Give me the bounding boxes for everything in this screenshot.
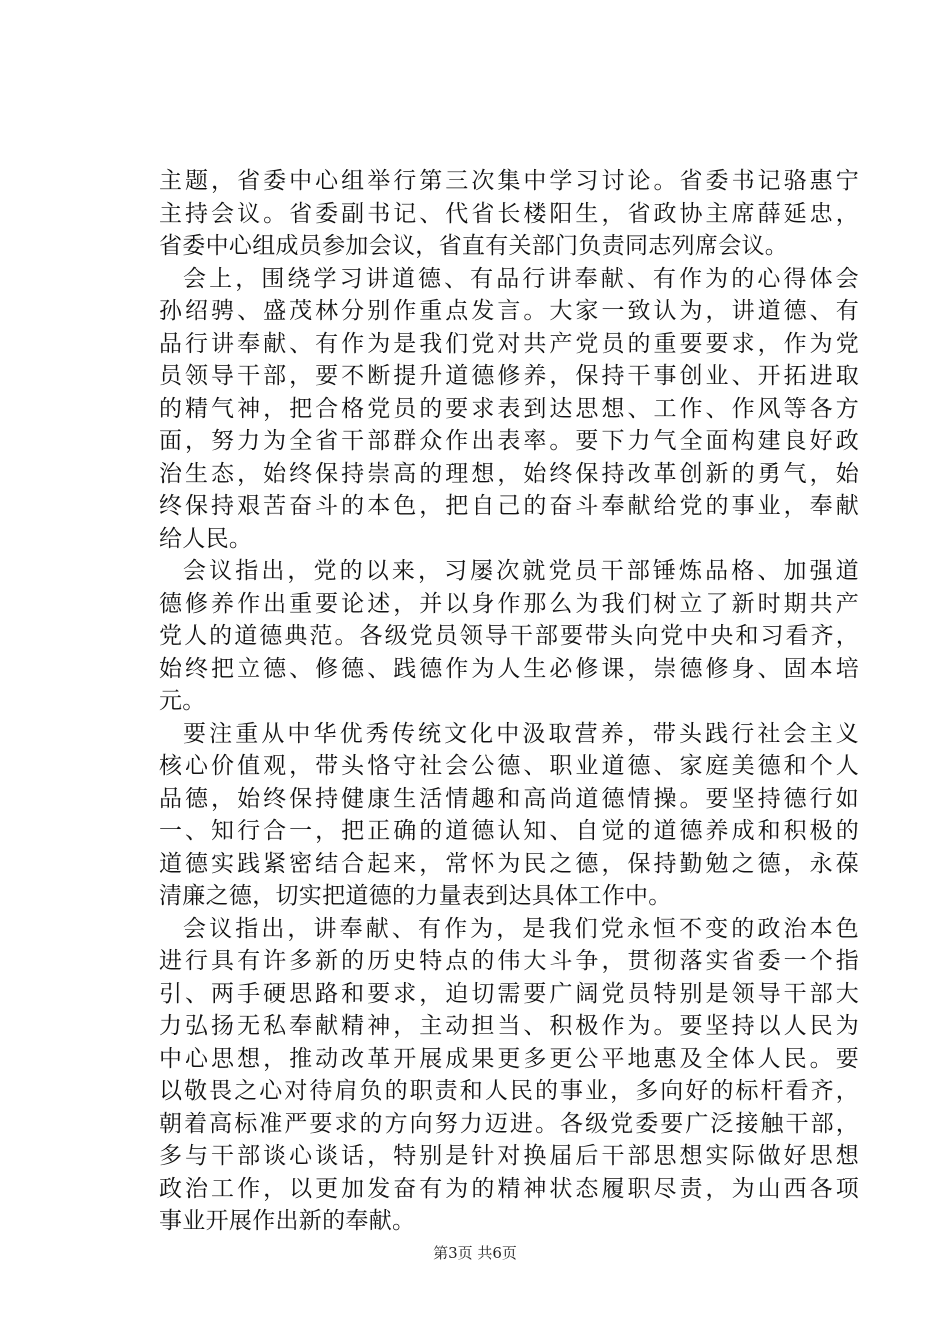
text-line: 主持会议。省委副书记、代省长楼阳生，省政协主席薛延忠， (159, 200, 859, 227)
text-line: 员领导干部，要不断提升道德修养，保持干事创业、开拓进取 (159, 363, 859, 389)
text-line: 会议指出，党的以来，习屡次就党员干部锤炼品格、加强道 (183, 558, 859, 584)
text-line: 事业开展作出新的奉献。 (159, 1208, 416, 1234)
text-line: 面，努力为全省干部群众作出表率。要下力气全面构建良好政 (159, 428, 859, 454)
text-line: 核心价值观，带头恪守社会公德、职业道德、家庭美德和个人 (159, 753, 859, 779)
text-line: 的精气神，把合格党员的要求表到达思想、工作、作风等各方 (159, 395, 859, 422)
text-line: 道德实践紧密结合起来，常怀为民之德，保持勤勉之德，永葆 (159, 850, 859, 877)
text-line: 给人民。 (159, 525, 253, 552)
text-line: 省委中心组成员参加会议，省直有关部门负责同志列席会议。 (159, 233, 789, 259)
text-line: 党人的道德典范。各级党员领导干部要带头向党中央和习看齐， (159, 623, 859, 649)
text-line: 要注重从中华优秀传统文化中汲取营养，带头践行社会主义 (183, 720, 859, 747)
text-line: 品德，始终保持健康生活情趣和高尚道德情操。要坚持德行如 (159, 785, 859, 812)
text-line: 会上，围绕学习讲道德、有品行讲奉献、有作为的心得体会 (183, 265, 859, 292)
text-line: 朝着高标准严要求的方向努力迈进。各级党委要广泛接触干部， (159, 1110, 859, 1137)
text-line: 始终把立德、修德、践德作为人生必修课，崇德修身、固本培 (159, 655, 859, 682)
page-footer (0, 1243, 950, 1263)
text-line: 一、知行合一，把正确的道德认知、自觉的道德养成和积极的 (159, 818, 859, 844)
text-line: 中心思想，推动改革开展成果更多更公平地惠及全体人民。要 (159, 1045, 859, 1072)
text-line: 元。 (159, 688, 206, 714)
text-line: 会议指出，讲奉献、有作为，是我们党永恒不变的政治本色 (183, 915, 859, 942)
paragraph-5 (159, 913, 859, 1238)
text-line: 品行讲奉献、有作为是我们党对共产党员的重要要求，作为党 (159, 330, 859, 357)
page-number-label: 第3页 共6页 (433, 1244, 517, 1262)
text-line: 孙绍骋、盛茂林分别作重点发言。大家一致认为，讲道德、有 (159, 298, 859, 324)
text-line: 主题，省委中心组举行第三次集中学习讨论。省委书记骆惠宁 (159, 168, 859, 194)
paragraph-4 (159, 718, 859, 913)
document-body (159, 165, 859, 1238)
paragraph-1 (159, 165, 859, 263)
text-line: 治生态，始终保持崇高的理想，始终保持改革创新的勇气，始 (159, 460, 859, 487)
text-line: 政治工作，以更加发奋有为的精神状态履职尽责，为山西各项 (159, 1175, 859, 1202)
paragraph-2 (159, 263, 859, 556)
paragraph-3 (159, 555, 859, 718)
text-line: 终保持艰苦奋斗的本色，把自己的奋斗奉献给党的事业，奉献 (159, 493, 859, 519)
text-line: 清廉之德，切实把道德的力量表到达具体工作中。 (159, 883, 672, 909)
text-line: 引、两手硬思路和要求，迫切需要广阔党员特别是领导干部大 (159, 980, 859, 1007)
text-line: 力弘扬无私奉献精神，主动担当、积极作为。要坚持以人民为 (159, 1013, 859, 1039)
text-line: 多与干部谈心谈话，特别是针对换届后干部思想实际做好思想 (159, 1143, 859, 1169)
text-line: 德修养作出重要论述，并以身作那么为我们树立了新时期共产 (159, 590, 859, 617)
text-line: 进行具有许多新的历史特点的伟大斗争，贯彻落实省委一个指 (159, 948, 859, 974)
text-line: 以敬畏之心对待肩负的职责和人民的事业，多向好的标杆看齐， (159, 1078, 859, 1104)
